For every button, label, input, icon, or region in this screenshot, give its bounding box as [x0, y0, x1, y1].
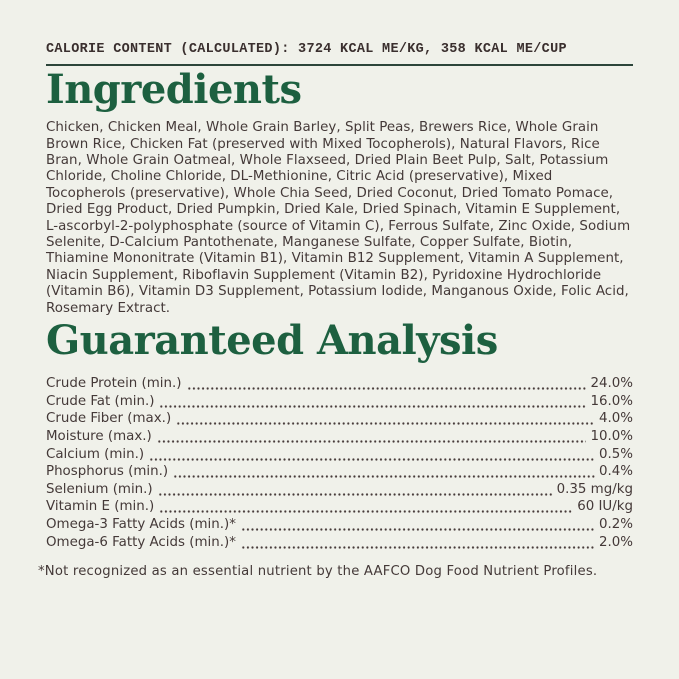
analysis-row-label: Omega-3 Fatty Acids (min.)*	[46, 517, 236, 532]
analysis-row-label: Phosphorus (min.)	[46, 464, 169, 480]
analysis-row-value: 0.35 mg/kg	[556, 481, 633, 497]
guaranteed-analysis-section	[38, 317, 633, 580]
analysis-row-value: 0.5%	[598, 446, 633, 462]
table-row	[46, 410, 633, 428]
calorie-header	[46, 42, 633, 66]
analysis-row-label: Selenium (min.)	[46, 481, 153, 497]
table-row	[46, 498, 633, 516]
guaranteed-analysis-table	[46, 375, 633, 551]
analysis-row-label: Crude Protein (min.)	[46, 376, 182, 392]
guaranteed-analysis-title: Guaranteed Analysis	[46, 317, 498, 365]
dot-leader	[187, 375, 587, 393]
analysis-row-value: 24.0%	[590, 376, 633, 392]
calorie-content-line: CALORIE CONTENT (CALCULATED): 3724 KCAL ME/KG, 358 KCAL ME/CUP	[46, 42, 567, 57]
analysis-row-value: 2.0%	[598, 534, 633, 550]
analysis-row-label: Vitamin E (min.)	[46, 499, 155, 515]
table-row	[46, 393, 633, 411]
dot-leader	[173, 463, 595, 481]
dot-leader	[158, 481, 553, 499]
dot-leader	[176, 410, 595, 428]
analysis-row-label: Moisture (max.)	[46, 429, 152, 445]
ingredients-text: Chicken, Chicken Meal, Whole Grain Barley, Split Peas, Brewers Rice, Whole Grain Brown Rice, Chicken Fat (preserved with Mixed Tocopherols), Natural Flavors, Rice Bran, Whole Grain Oatmeal, Whole Flaxseed, Dried Plain Beet Pulp, Salt, Potassium Chloride, Choline Chloride, DL-Methionine, Citric Acid (preservative), Mixed Tocopherols (preservative), Whole Chia Seed, Dried Coconut, Dried Tomato Pomace, Dried Egg Product, Dried Pumpkin, Dried Kale, Dried Spinach, Vitamin E Supplement, L-ascorbyl-2-polyphosphate (source of Vitamin C), Ferrous Sulfate, Zinc Oxide, Sodium Selenite, D-Calcium Pantothenate, Manganese Sulfate, Copper Sulfate, Biotin, Thiamine Mononitrate (Vitamin B1), Vitamin B12 Supplement, Vitamin A Supplement, Niacin Supplement, Riboflavin Supplement (Vitamin B2), Pyridoxine Hydrochloride (Vitamin B6), Vitamin D3 Supplement, Potassium Iodide, Manganous Oxide, Folic Acid, Rosemary Extract.	[46, 120, 631, 316]
ingredients-title: Ingredients	[46, 66, 302, 113]
dot-leader	[149, 446, 595, 464]
analysis-row-label: Calcium (min.)	[46, 446, 145, 462]
analysis-row-value: 60 IU/kg	[577, 499, 633, 515]
dot-leader	[241, 534, 595, 552]
table-row	[46, 446, 633, 464]
dot-leader	[157, 428, 587, 446]
table-row	[46, 481, 633, 499]
table-row	[46, 428, 633, 446]
table-row	[46, 516, 633, 534]
aafco-footnote: *Not recognized as an essential nutrient by the AAFCO Dog Food Nutrient Profiles.	[38, 564, 598, 580]
dot-leader	[159, 393, 586, 411]
analysis-row-value: 16.0%	[590, 393, 633, 409]
analysis-row-label: Crude Fat (min.)	[46, 393, 155, 409]
table-row	[46, 534, 633, 552]
ingredients-section	[46, 66, 633, 317]
table-row	[46, 375, 633, 393]
analysis-row-label: Omega-6 Fatty Acids (min.)*	[46, 534, 236, 550]
analysis-row-value: 0.2%	[598, 517, 633, 532]
dot-leader	[159, 498, 573, 516]
analysis-row-value: 0.4%	[598, 464, 633, 480]
analysis-row-value: 10.0%	[590, 429, 633, 445]
analysis-row-label: Crude Fiber (max.)	[46, 411, 172, 427]
dot-leader	[241, 516, 595, 534]
table-row	[46, 463, 633, 481]
analysis-row-value: 4.0%	[598, 411, 633, 427]
